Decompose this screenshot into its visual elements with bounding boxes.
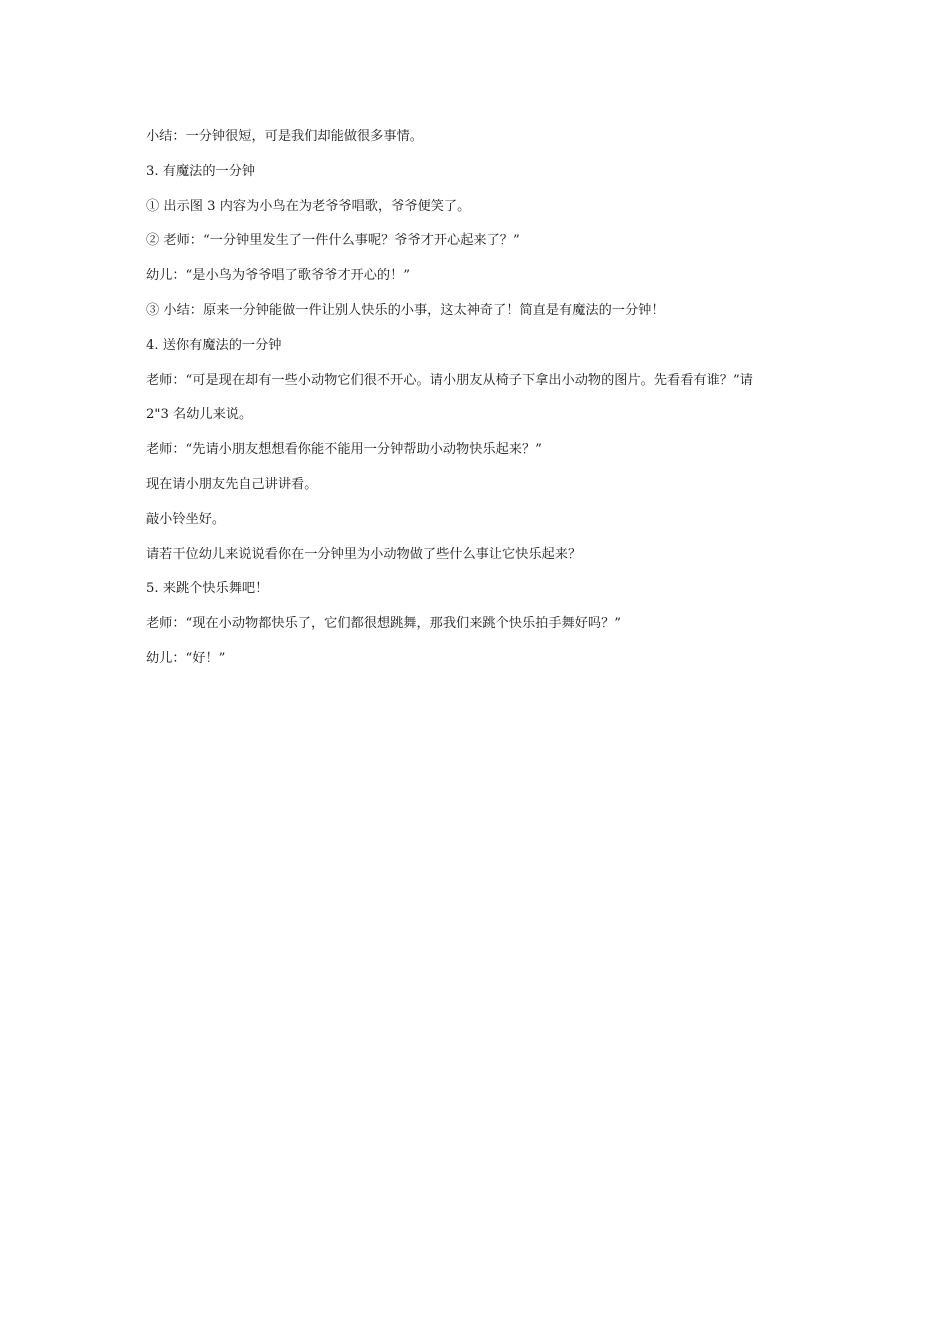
teacher-line-2: 老师：“先请小朋友想想看你能不能用一分钟帮助小动物快乐起来？” [146,442,542,458]
step-3-line: ③ 小结：原来一分钟能做一件让别人快乐的小事，这太神奇了！简直是有魔法的一分钟！ [146,302,665,318]
child-reply-line-2: 幼儿：“好！” [146,650,226,666]
step-2-line: ② 老师：“一分钟里发生了一件什么事呢？爷爷才开心起来了？” [146,233,520,249]
section-heading-4: 4. 送你有魔法的一分钟 [146,337,282,353]
section-heading-5: 5. 来跳个快乐舞吧！ [146,581,269,597]
instruction-line-3: 请若干位幼儿来说说看你在一分钟里为小动物做了些什么事让它快乐起来？ [146,546,582,562]
teacher-line-3: 老师：“现在小动物都快乐了，它们都很想跳舞，那我们来跳个快乐拍手舞好吗？” [146,616,622,632]
child-reply-line: 幼儿：“是小鸟为爷爷唱了歌爷爷才开心的！” [146,268,411,284]
step-1-line: ① 出示图 3 内容为小鸟在为老爷爷唱歌，爷爷便笑了。 [146,198,471,214]
summary-line: 小结：一分钟很短，可是我们却能做很多事情。 [146,129,423,144]
teacher-line-1: 老师：“可是现在却有一些小动物它们很不开心。请小朋友从椅子下拿出小动物的图片。先看看有谁？”请 [146,372,753,388]
instruction-line-1: 现在请小朋友先自己讲讲看。 [146,476,318,492]
document-body [146,127,826,684]
teacher-line-1-continued: 2"3 名幼儿来说。 [146,407,253,423]
instruction-line-2: 敲小铃坐好。 [146,511,226,527]
section-heading-3: 3. 有魔法的一分钟 [146,163,256,179]
